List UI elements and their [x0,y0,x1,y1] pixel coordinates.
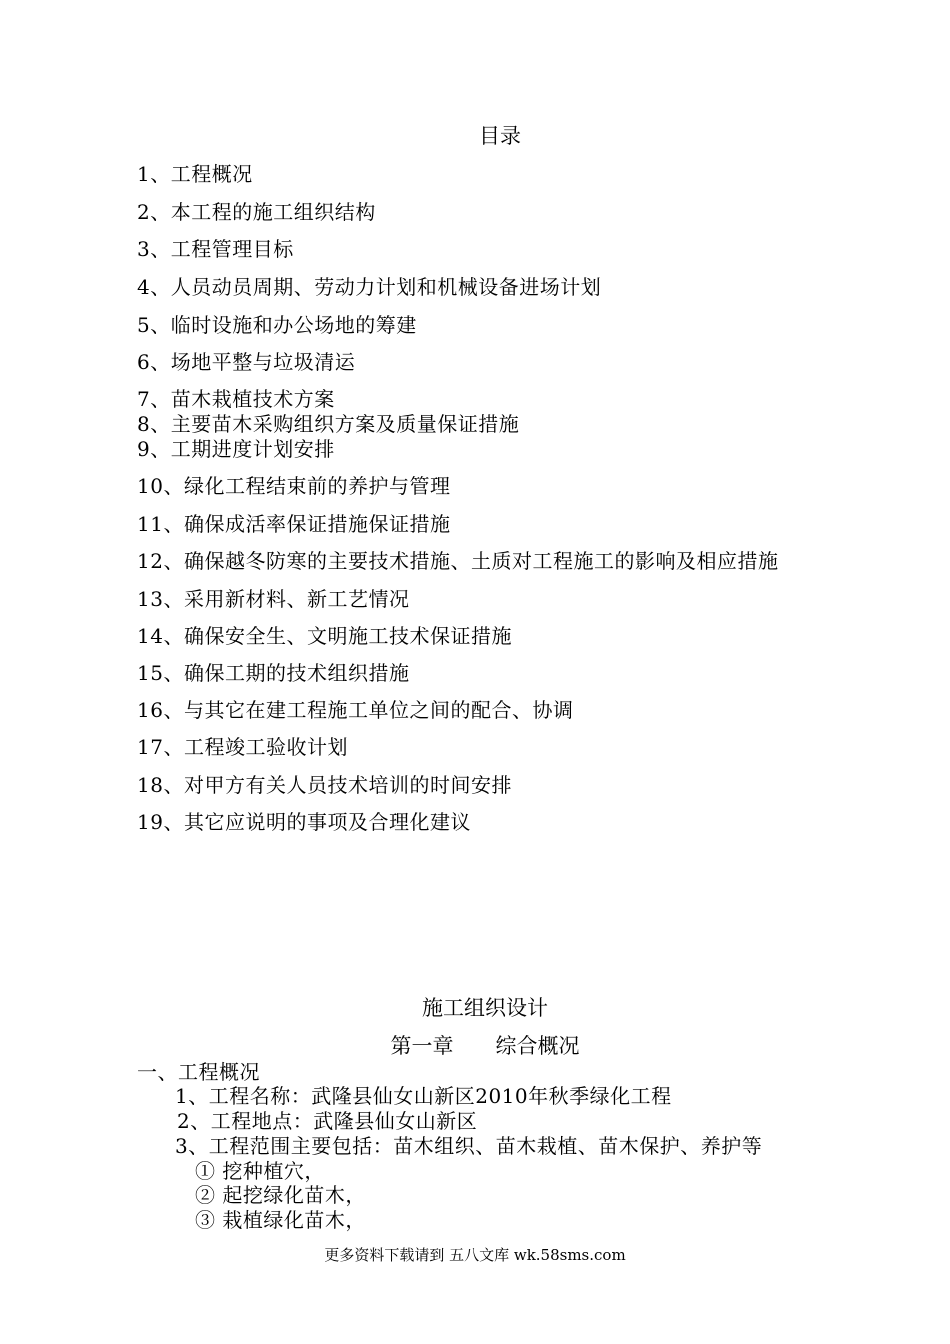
toc-item: 15、确保工期的技术组织措施 [137,661,410,685]
body-line: 2、工程地点：武隆县仙女山新区 [177,1109,478,1133]
toc-item: 10、绿化工程结束前的养护与管理 [137,474,451,498]
toc-item: 16、与其它在建工程施工单位之间的配合、协调 [137,698,574,722]
footer-note: 更多资料下载请到 五八文库 wk.58sms.com [324,1246,626,1264]
toc-item: 11、确保成活率保证措施保证措施 [137,512,451,536]
body-line: 3、工程范围主要包括：苗木组织、苗木栽植、苗木保护、养护等 [175,1134,763,1158]
body-line: ① 挖种植穴， [195,1159,325,1183]
toc-item: 6、场地平整与垃圾清运 [137,350,356,374]
toc-item: 2、本工程的施工组织结构 [137,200,376,224]
section-heading: 一、工程概况 [137,1060,260,1084]
toc-item: 4、人员动员周期、劳动力计划和机械设备进场计划 [137,275,602,299]
body-line: ② 起挖绿化苗木， [195,1183,366,1207]
chapter-title: 第一章 综合概况 [390,1034,580,1058]
toc-item: 7、苗木栽植技术方案 [137,387,335,411]
toc-item: 5、临时设施和办公场地的筹建 [137,313,417,337]
toc-item: 1、工程概况 [137,162,253,186]
body-line: 1、工程名称：武隆县仙女山新区2010年秋季绿化工程 [175,1084,672,1108]
toc-item: 3、工程管理目标 [137,237,294,261]
toc-item: 18、对甲方有关人员技术培训的时间安排 [137,773,512,797]
toc-item: 13、采用新材料、新工艺情况 [137,587,410,611]
toc-item: 9、工期进度计划安排 [137,437,335,461]
toc-title: 目录 [479,124,521,148]
body-line: ③ 栽植绿化苗木， [195,1208,366,1232]
toc-item: 14、确保安全生、文明施工技术保证措施 [137,624,512,648]
toc-item: 19、其它应说明的事项及合理化建议 [137,810,471,834]
toc-item: 17、工程竣工验收计划 [137,735,348,759]
toc-item: 8、主要苗木采购组织方案及质量保证措施 [137,412,520,436]
toc-item: 12、确保越冬防寒的主要技术措施、土质对工程施工的影响及相应措施 [137,549,779,573]
design-title: 施工组织设计 [422,996,548,1020]
